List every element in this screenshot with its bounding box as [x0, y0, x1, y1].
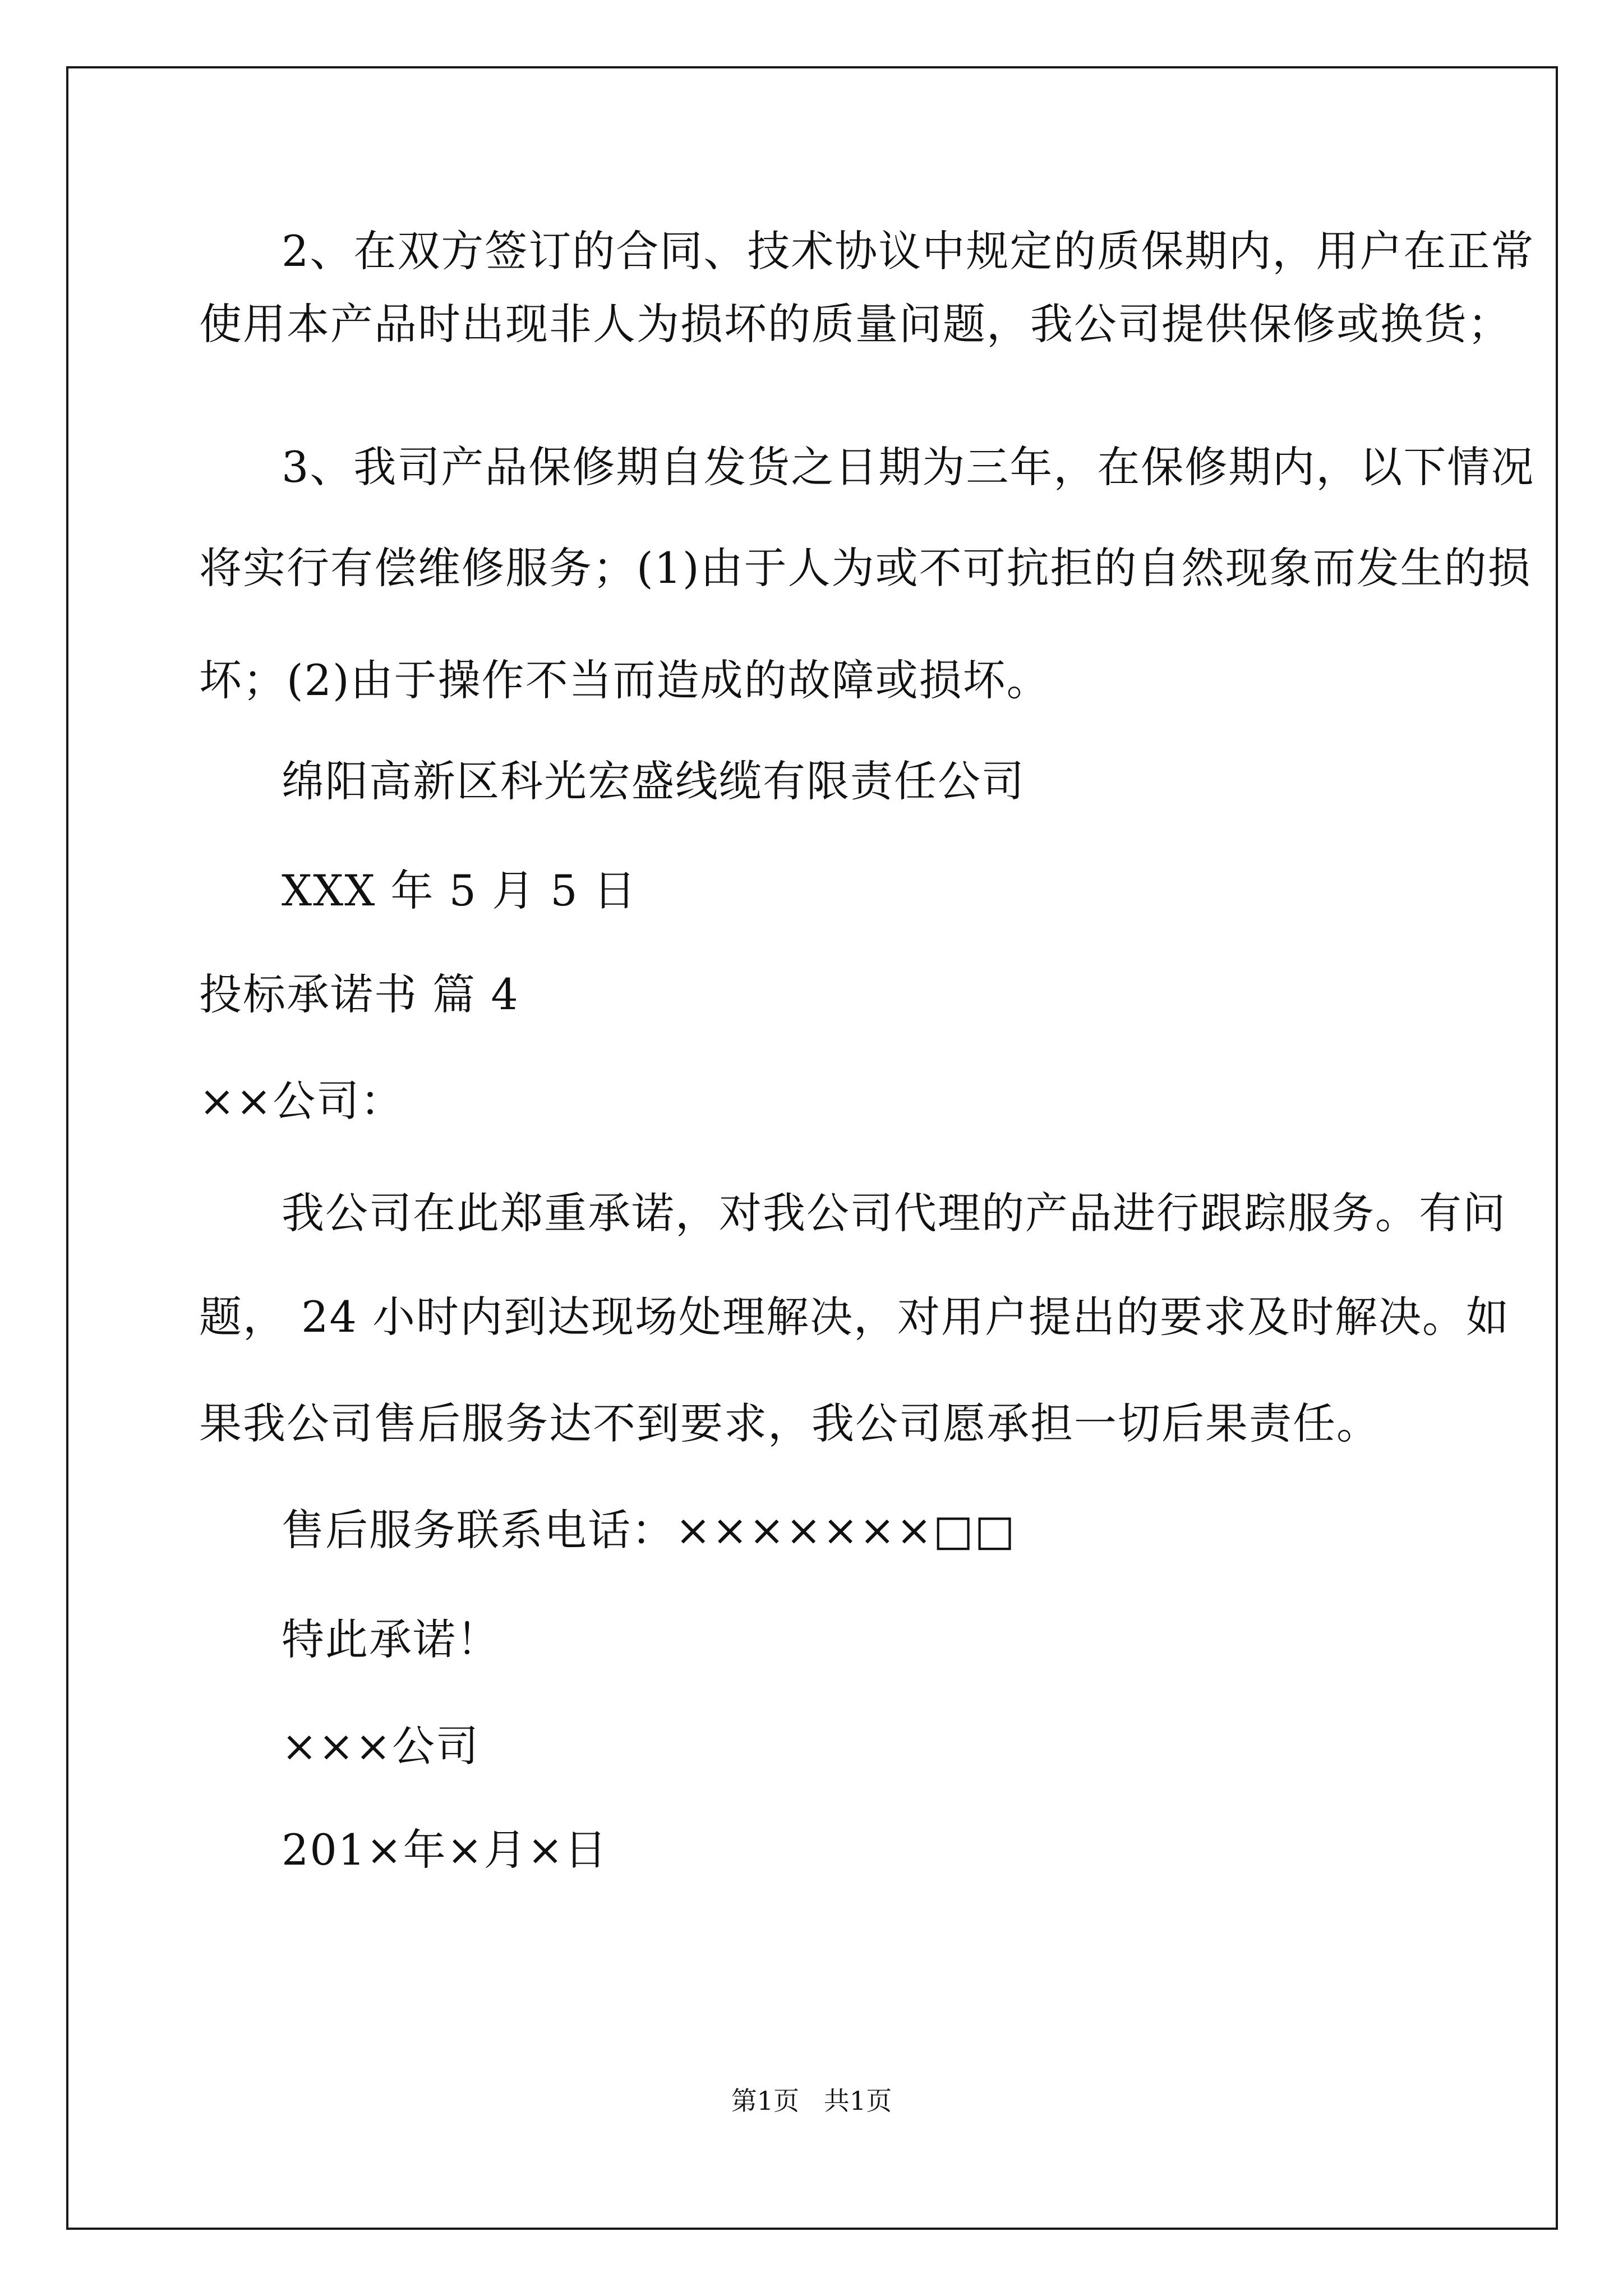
company-name: 绵阳高新区科光宏盛线缆有限责任公司: [282, 756, 1025, 806]
page-footer: 第1页 共1页: [731, 2086, 892, 2116]
paragraph-line: 坏；(2)由于操作不当而造成的故障或损坏。: [199, 655, 1050, 705]
addressee: ××公司：: [199, 1076, 404, 1126]
section-heading: 投标承诺书 篇 4: [199, 969, 519, 1019]
paragraph-line: 3、我司产品保修期自发货之日期为三年，在保修期内，以下情况: [282, 442, 1535, 492]
paragraph-line: 我公司在此郑重承诺，对我公司代理的产品进行跟踪服务。有问: [282, 1188, 1506, 1238]
paragraph-line: 题， 24 小时内到达现场处理解决，对用户提出的要求及时解决。如: [199, 1292, 1510, 1342]
paragraph-line: 2、在双方签订的合同、技术协议中规定的质保期内，用户在正常: [282, 226, 1535, 276]
paragraph-line: 将实行有偿维修服务；(1)由于人为或不可抗拒的自然现象而发生的损: [199, 543, 1532, 593]
contact-phone-line: 售后服务联系电话：×××××××□□: [282, 1505, 1016, 1555]
date-line: XXX 年 5 月 5 日: [282, 866, 637, 915]
closing-line: 特此承诺！: [282, 1614, 500, 1664]
paragraph-line: 使用本产品时出现非人为损坏的质量问题，我公司提供保修或换货；: [199, 299, 1511, 349]
signature-company: ×××公司: [282, 1721, 480, 1771]
signature-date: 201×年×月×日: [282, 1825, 608, 1875]
page-border: [66, 66, 1558, 2230]
paragraph-line: 果我公司售后服务达不到要求，我公司愿承担一切后果责任。: [199, 1398, 1380, 1448]
